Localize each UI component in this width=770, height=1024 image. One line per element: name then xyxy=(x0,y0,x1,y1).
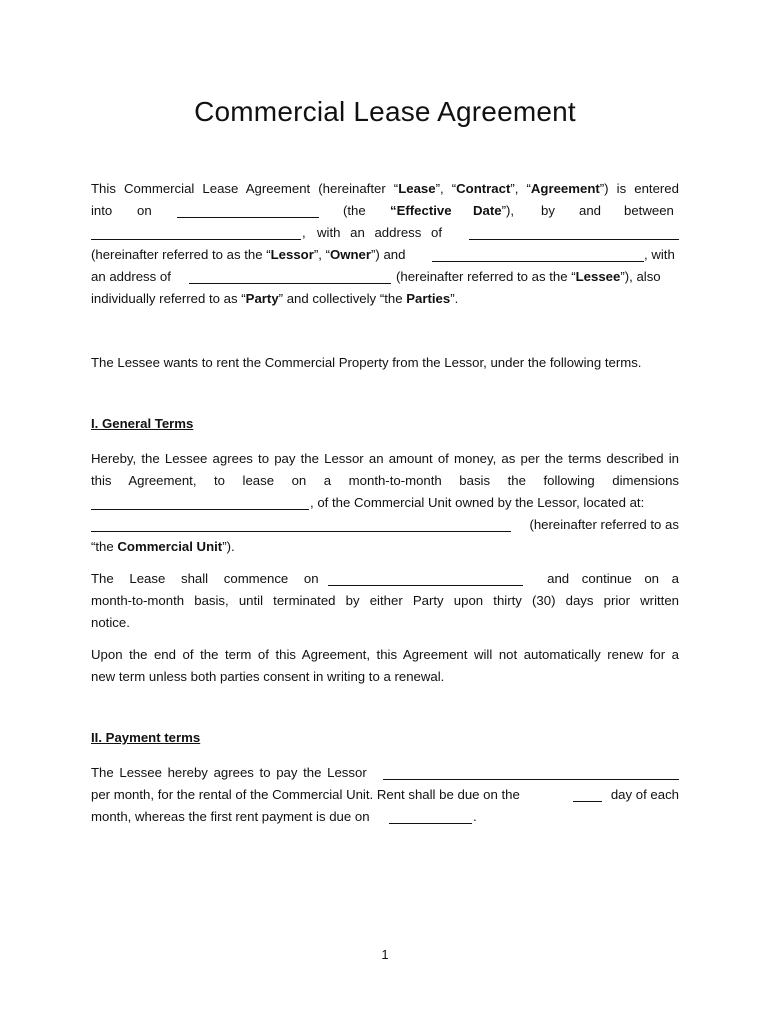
lessor-name-blank[interactable] xyxy=(91,226,301,240)
dimensions-blank[interactable] xyxy=(91,496,309,510)
contract-term: Contract xyxy=(456,181,511,196)
intro-line-5: an address of (hereinafter referred to as the “Lessee”), also xyxy=(91,269,661,284)
unit-location-blank[interactable] xyxy=(91,518,511,532)
general-terms-line-1: Hereby, the Lessee agrees to pay the Lessor an amount of money, as per the terms described in xyxy=(91,451,679,466)
commercial-unit-term: Commercial Unit xyxy=(117,539,223,554)
commence-date-blank[interactable] xyxy=(328,572,523,586)
rent-due-day-blank[interactable] xyxy=(573,788,602,802)
lessor-address-blank[interactable] xyxy=(469,226,679,240)
party-term: Party xyxy=(245,291,279,306)
lessee-term: Lessee xyxy=(575,269,621,284)
section-payment-terms-heading: II. Payment terms xyxy=(91,730,201,745)
intro-line-6: individually referred to as “Party” and collectively “the Parties”. xyxy=(91,291,459,306)
lessee-name-blank[interactable] xyxy=(432,248,644,262)
owner-term: Owner xyxy=(329,247,372,262)
section-general-terms-heading: I. General Terms xyxy=(91,416,194,431)
parties-term: Parties xyxy=(406,291,451,306)
effective-term: “Effective xyxy=(390,203,452,218)
date-term: Date xyxy=(473,203,502,218)
agreement-term: Agreement xyxy=(530,181,600,196)
intro-line-4: (hereinafter referred to as the “Lessor”, “Owner”) and , with xyxy=(91,247,675,262)
payment-line-3: month, whereas the first rent payment is due on . xyxy=(91,809,477,824)
lessee-address-blank[interactable] xyxy=(189,270,391,284)
intro-line-1: This Commercial Lease Agreement (hereinafter “Lease”, “Contract”, “Agreement”) is entered xyxy=(91,181,679,196)
page-title: Commercial Lease Agreement xyxy=(194,96,576,127)
first-payment-date-blank[interactable] xyxy=(389,810,472,824)
renewal-line-1: Upon the end of the term of this Agreement, this Agreement will not automatically renew for a xyxy=(91,647,679,662)
payment-line-2: per month, for the rental of the Commercial Unit. Rent shall be due on the day of each xyxy=(91,787,679,802)
document-page: Commercial Lease Agreement This Commercial Lease Agreement (hereinafter “Lease”, “Contract”, “Agreement”) is entered into on (the “Effective Date”), by and between , with an address of (hereinafter referred to as the “Lessor”, “Owner”) and , with an address of (hereinafter referred to as the “Lessee”), also individually referred to as “Party” and collectively “the Parties”. The Lessee wants to rent the Commercial Property from the Lessor, under the following terms. I. General Terms Hereby, the Lessee agrees to pay the Lessor an amount of money, as per the terms described in this Agreement, to lease on a month-to-month basis the following dimensions , of the Commercial Unit owned by the Lessor, located at: (hereinafter referred to as “the Commercial Unit”). The Lease shall commence on and continue on a month-to-month basis, until terminated by either Party upon thirty (30) days prior written notice. Upon the end of the term of this Agreement, this Agreement will not automatically renew for a new term unless both parties consent in writing to a renewal. II. Payment terms The Lessee hereby agrees to pay the Lessor per month, for the rental of the Commercial Unit. Rent shall be due on the day of each month, whereas the first rent payment is due on . 1 xyxy=(0,0,770,1024)
commence-line-2: month-to-month basis, until terminated by either Party upon thirty (30) days prior written xyxy=(91,593,679,608)
lessee-wants-paragraph: The Lessee wants to rent the Commercial Property from the Lessor, under the following terms. xyxy=(91,355,642,370)
general-terms-line-5: “the Commercial Unit”). xyxy=(91,539,235,554)
rent-amount-blank[interactable] xyxy=(383,766,679,780)
commence-line-3: notice. xyxy=(91,615,130,630)
effective-date-blank[interactable] xyxy=(177,204,319,218)
page-number: 1 xyxy=(381,947,389,962)
renewal-line-2: new term unless both parties consent in writing to a renewal. xyxy=(91,669,445,684)
lease-term: Lease xyxy=(398,181,436,196)
general-terms-line-2: this Agreement, to lease on a month-to-month basis the following dimensions xyxy=(91,473,679,488)
lessor-term: Lessor xyxy=(270,247,314,262)
